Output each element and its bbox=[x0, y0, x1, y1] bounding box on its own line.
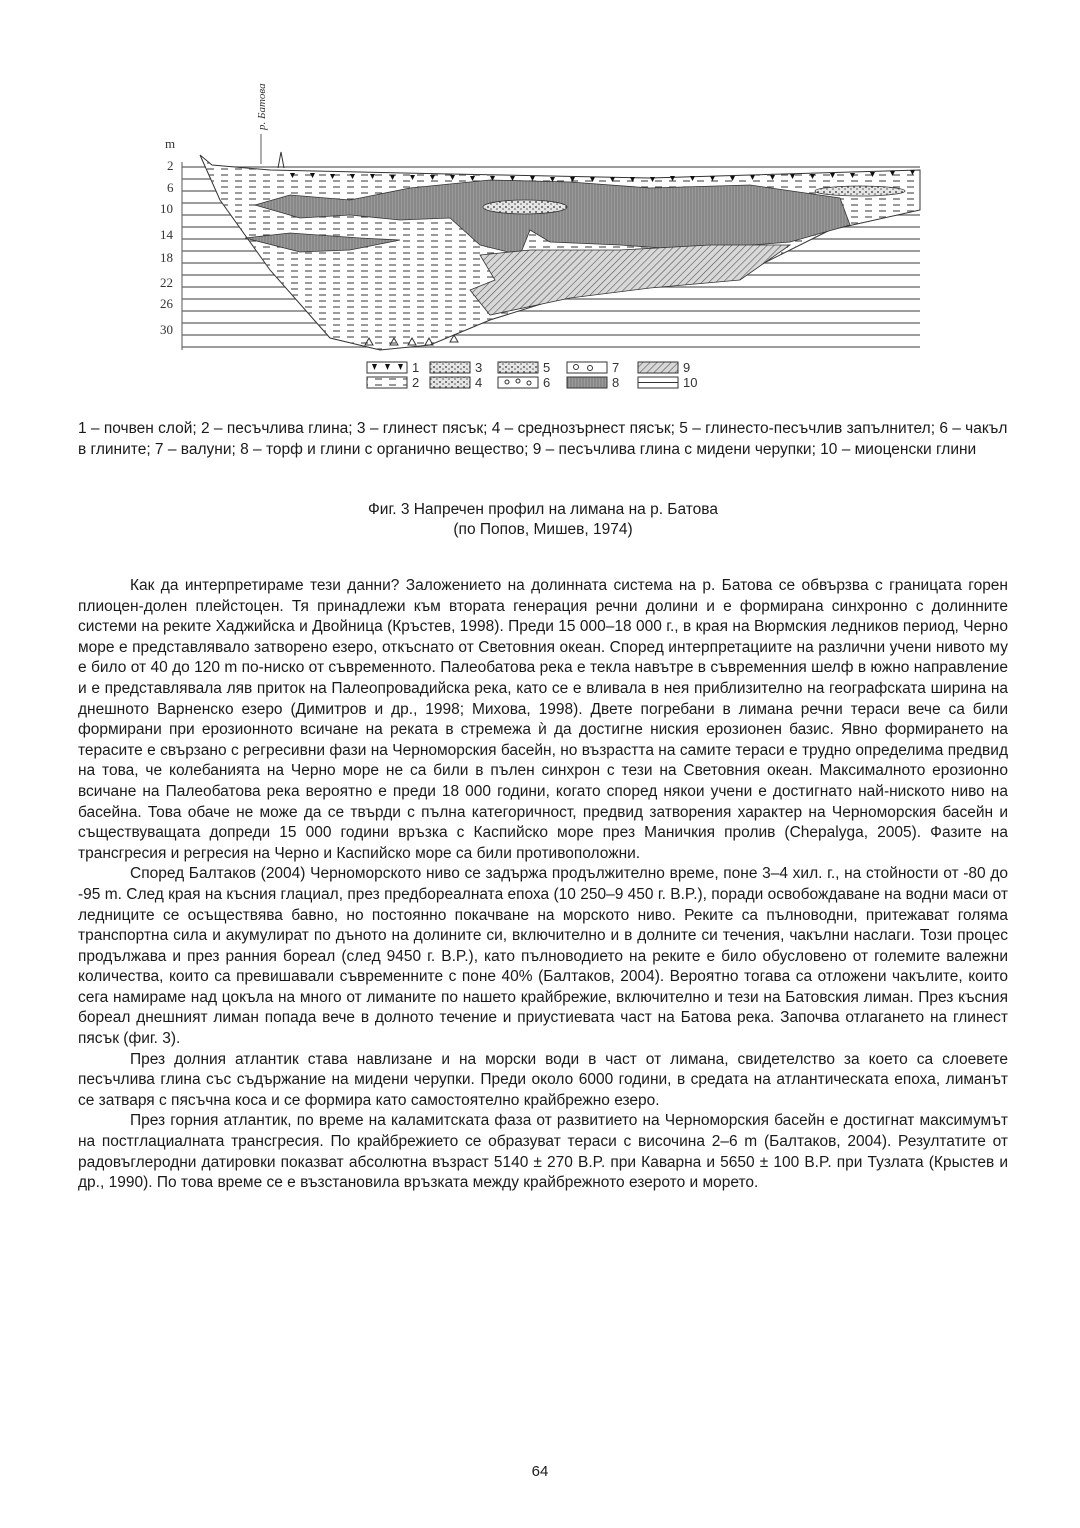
svg-text:7: 7 bbox=[612, 360, 620, 375]
body-text bbox=[78, 576, 1008, 1194]
axis-unit-label: m bbox=[165, 136, 176, 151]
figure-caption-title: Фиг. 3 Напречен профил на лимана на р. Батова bbox=[368, 501, 718, 518]
svg-text:1: 1 bbox=[412, 360, 420, 375]
svg-text:30: 30 bbox=[160, 322, 173, 337]
svg-text:6: 6 bbox=[543, 375, 551, 390]
sand-lens bbox=[483, 200, 567, 214]
paragraph: През горния атлантик, по време на каламитската фаза от развитието на Черноморския басейн е достигнат максимумът на постглациалната трансгресия. По крайбрежието се образуват тераси с височина 2–6 m (Балтаков, 2004). Резултатите от радовъглеродни датировки показват абсолютна възраст 5140 ± 270 B.P. при Каварна и 5650 ± 100 B.P. при Тузлата (Крыстев и др., 1990). По това време се е възстановила връзката между крайбрежното езерото и морето. bbox=[78, 1112, 1008, 1192]
svg-text:5: 5 bbox=[543, 360, 551, 375]
depth-ticks bbox=[160, 158, 174, 337]
svg-text:22: 22 bbox=[160, 275, 173, 290]
svg-text:10: 10 bbox=[160, 201, 173, 216]
paragraph: През долния атлантик става навлизане и на морски води в част от лимана, свидетелство за което са слоевете песъчлива глина със съдържание на мидени черупки. Преди около 6000 години, в средата на атлантическата епоха, лиманът се затваря с пясъчна коса и се формира като самостоятелно крайбрежно езеро. bbox=[78, 1050, 1008, 1109]
cross-section-diagram bbox=[150, 70, 950, 400]
svg-text:14: 14 bbox=[160, 227, 173, 242]
svg-text:26: 26 bbox=[160, 296, 173, 311]
cross-section-figure bbox=[150, 70, 950, 400]
page-number: 64 bbox=[531, 1463, 549, 1480]
svg-text:2: 2 bbox=[412, 375, 420, 390]
figure-caption-source: (по Попов, Мишев, 1974) bbox=[453, 521, 633, 538]
paragraph: Според Балтаков (2004) Черноморското ниво се задържа продължително време, поне 3–4 хил. г., на стойности от -80 до -95 m. След края на късния глациал, през предбореалната епоха (10 250–9 450 г. B.P.), поради освобождаване на водни маси от ледниците се осъществява бавно, но постоянно покачване на морското ниво. Реките са пълноводни, притежават голяма транспортна сила и акумулират по дъното на долините си, включително и в долните си течения, чакълни наслаги. Този процес продължава и през ранния бореал (след 9450 г. B.P.), като пълноводието на реките е било обусловено от големите валежни количества, които са превишавали съвременните с поне 40% (Балтаков, 2004). Вероятно тогава са отложени чакълите, които сега намираме над цокъла на много от лиманите по нашето крайбрежие, включително и тези на Батовския лиман. През късния бореал днешният лиман попада вече в долното течение и приустиевата част на Батова река. Започва отлагането на глинест пясък (фиг. 3). bbox=[78, 865, 1008, 1048]
river-label: р. Батова bbox=[256, 83, 268, 130]
paragraph: Как да интерпретираме тези данни? Заложението на долинната система на р. Батова се обвързва с границата горен плиоцен-долен плейстоцен. Тя принадлежи към втората генерация речни долини и е формирана синхронно с долинните системи на реките Хаджийска и Двойница (Кръстев, 1998). Преди 15 000–18 000 г., в края на Вюрмския ледников период, Черно море е представлявало затворено езеро, откъснато от Световния океан. Според интерпретациите на различни учени нивото му е било от 40 до 120 m по-ниско от съвременното. Палеобатова река е текла навътре в съвременния шелф в южно направление и е представлявала ляв приток на Палеопровадийска река, като се е вливала в нея приблизително на географската ширина на днешното Варненско езеро (Димитров и др., 1998; Михова, 1998). Двете погребани в лимана речни тераси вече са били формирани при ерозионното всичане на реката в стремежа ѝ да достигне ниския ерозионен базис. Явно формирането на терасите е свързано с регресивни фази на Черноморския басейн, но възрастта на самите тераси е трудно определима предвид на това, че колебанията на Черно море не са били в пълен синхрон с тези на Световния океан. Максималното ерозионно всичане на Палеобатова река вероятно е преди 18 000 години, когато според някои учени е достигнато най-ниското ниво на басейна. Това обаче не може да се твърди с пълна категоричност, предвид затворения характер на Черноморския басейн и съществуващата допреди 15 000 години връзка с Каспийско море през Маничкия пролив (Chepalyga, 2005). Фазите на трансгресия и регресия на Черно и Каспийско море са били противоположни. bbox=[78, 577, 1008, 862]
svg-text:4: 4 bbox=[475, 375, 483, 390]
svg-text:3: 3 bbox=[475, 360, 483, 375]
svg-text:10: 10 bbox=[683, 375, 698, 390]
svg-text:18: 18 bbox=[160, 250, 173, 265]
svg-text:9: 9 bbox=[683, 360, 691, 375]
figure-caption bbox=[78, 500, 1008, 540]
svg-text:2: 2 bbox=[167, 158, 174, 173]
legend-caption: 1 – почвен слой; 2 – песъчлива глина; 3 – глинест пясък; 4 – среднозърнест пясък; 5 – глинесто-песъчлив запълнител; 6 – чакъл в глините; 7 – валуни; 8 – торф и глини с органично вещество; 9 – песъчлива глина с мидени черупки; 10 – миоценски глини bbox=[78, 420, 1008, 458]
svg-text:6: 6 bbox=[167, 180, 174, 195]
figure-legend bbox=[367, 360, 697, 390]
svg-text:8: 8 bbox=[612, 375, 620, 390]
